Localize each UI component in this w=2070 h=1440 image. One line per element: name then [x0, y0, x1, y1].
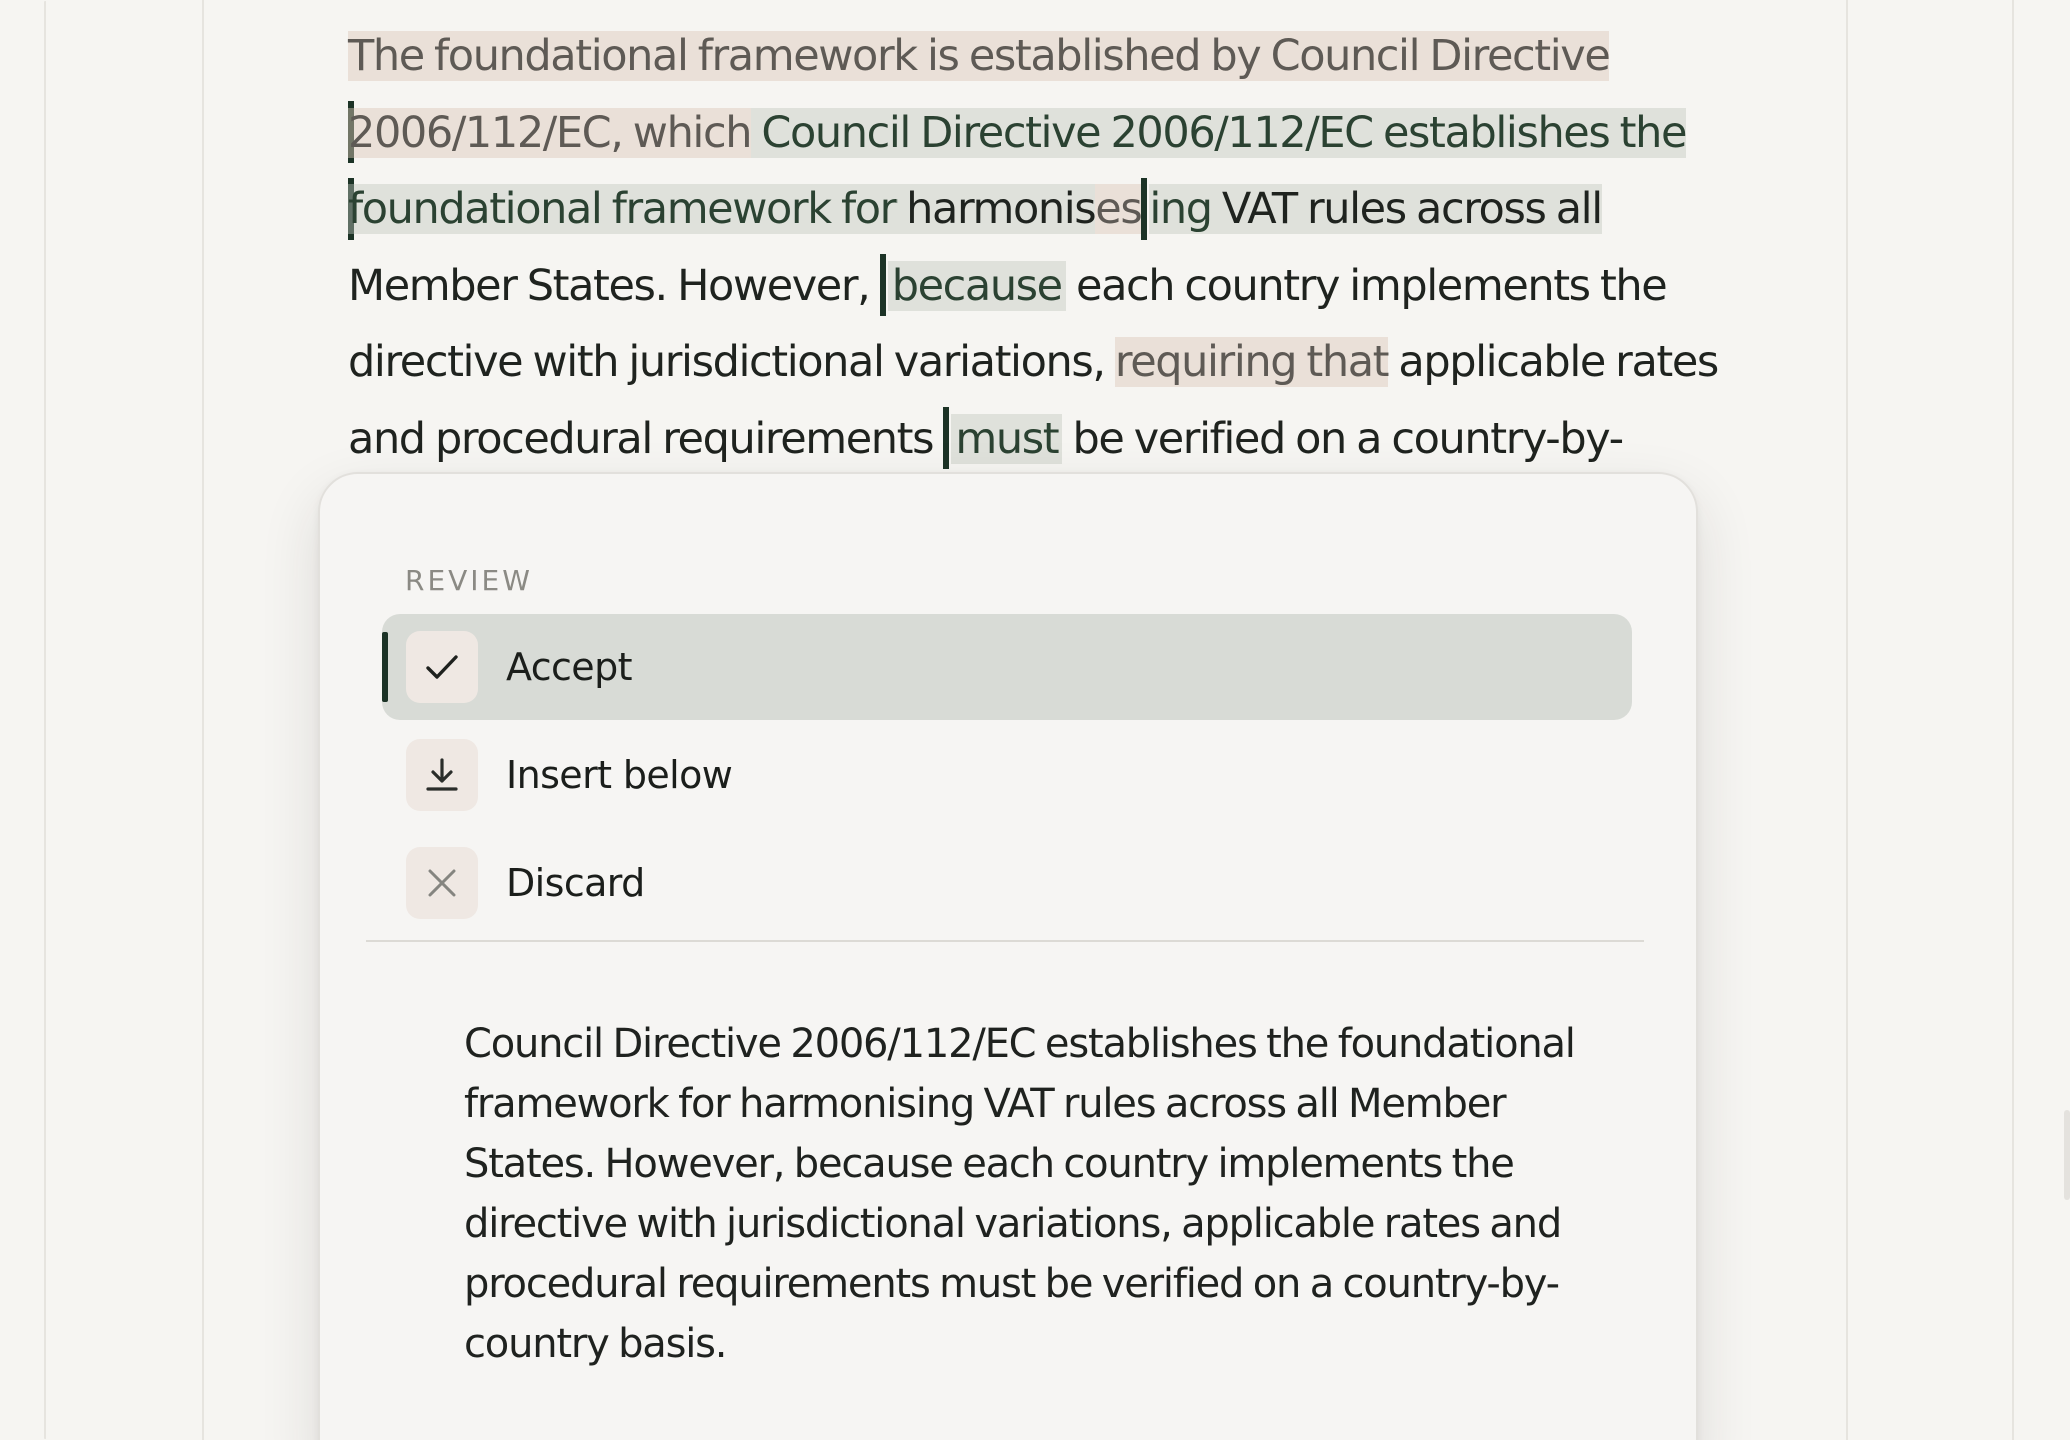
change-marker — [880, 254, 886, 316]
plain-text: applicable rates — [1388, 337, 1718, 387]
review-section-label: REVIEW — [405, 564, 533, 597]
document-line — [348, 324, 1718, 401]
document-line — [348, 95, 1708, 172]
plain-text: each country implements the — [1065, 260, 1667, 311]
deleted-text[interactable]: The foundational framework is established by Council Directive — [348, 31, 1610, 81]
page-margin-line — [44, 0, 46, 1440]
page-margin-line — [1846, 0, 1848, 1440]
change-marker — [1141, 178, 1147, 240]
plain-text: harmonis — [895, 184, 1096, 234]
popup-divider — [366, 940, 1644, 942]
plain-text: Member States. However, — [348, 260, 880, 311]
inserted-text[interactable]: foundational framework for — [348, 184, 896, 234]
accept-button[interactable] — [382, 614, 1632, 720]
document-line — [348, 171, 1708, 248]
check-icon — [406, 631, 478, 703]
plain-text: be verified on a country-by- — [1062, 413, 1623, 464]
document-body[interactable] — [348, 18, 1718, 477]
inserted-text[interactable]: Council Directive 2006/112/EC establishes the — [751, 107, 1687, 158]
deleted-text[interactable]: es — [1095, 184, 1142, 234]
page-margin-line — [202, 0, 204, 1440]
discard-button[interactable] — [382, 830, 1632, 936]
discard-label: Discard — [506, 861, 645, 905]
close-icon — [406, 847, 478, 919]
inserted-text[interactable]: because — [888, 261, 1066, 311]
insert-below-label: Insert below — [506, 753, 733, 797]
scrollbar-handle[interactable] — [2064, 1110, 2070, 1200]
suggestion-preview: Council Directive 2006/112/EC establishes the foundational framework for harmonising VAT rules across all Member States. However, because each country implements the directive with jurisdictional variations, applicable rates and procedural requirements must be verified on a country-by- country basis. — [464, 1021, 1575, 1367]
document-line — [348, 401, 1708, 478]
inserted-text[interactable]: ing — [1149, 184, 1212, 234]
review-popup — [318, 472, 1698, 1440]
page-margin-line — [2012, 0, 2014, 1440]
plain-text: directive with jurisdictional variations, — [348, 337, 1115, 387]
selection-indicator — [382, 632, 388, 702]
change-marker — [943, 407, 949, 469]
plain-text: and procedural requirements — [348, 413, 944, 464]
inserted-text[interactable]: must — [951, 414, 1062, 464]
document-line — [348, 248, 1708, 325]
deleted-text[interactable]: 2006/112/EC, which — [348, 107, 752, 158]
plain-text: VAT rules across all — [1211, 184, 1602, 234]
download-icon — [406, 739, 478, 811]
deleted-text[interactable]: requiring that — [1114, 337, 1389, 387]
accept-label: Accept — [506, 645, 632, 689]
insert-below-button[interactable] — [382, 722, 1632, 828]
document-line — [348, 18, 1708, 95]
